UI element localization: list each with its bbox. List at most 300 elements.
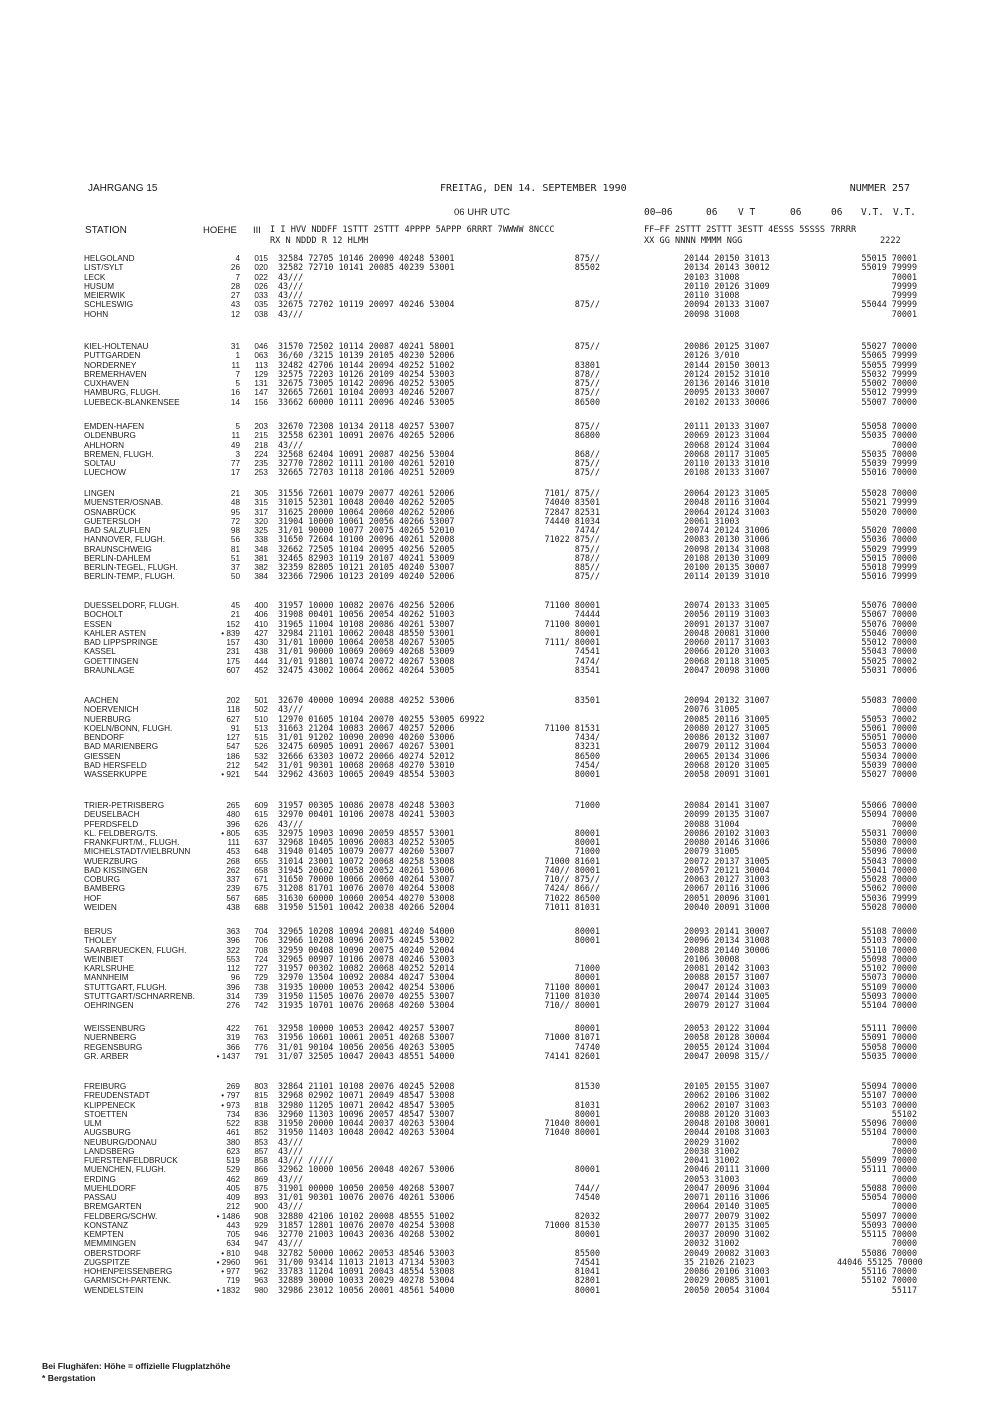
code-groups-right: 20062 20107 31003 bbox=[684, 1099, 770, 1110]
code-groups-right: 20080 20146 31006 bbox=[684, 837, 770, 847]
table-row bbox=[80, 1101, 920, 1110]
code-groups-right: 20040 20091 31000 bbox=[684, 901, 770, 912]
code-groups-far-right: 55015 70000 bbox=[861, 552, 917, 563]
code-groups-right: 20046 20111 31000 bbox=[684, 1164, 770, 1175]
code-groups: 31/01 10000 10064 20058 40267 53005 bbox=[278, 637, 455, 647]
code-groups: 32958 10000 10053 20042 40257 53007 bbox=[278, 1023, 455, 1033]
station-height: 21 bbox=[230, 489, 240, 498]
code-groups-right: 20049 20082 31003 bbox=[684, 1247, 770, 1258]
station-number: 542 bbox=[254, 760, 268, 770]
code-groups-far-right: 55021 79999 bbox=[861, 497, 917, 508]
table-row bbox=[80, 1147, 920, 1156]
code-groups-extra: 875// bbox=[574, 378, 600, 388]
code-groups: 32475 43002 10064 20062 40264 53005 bbox=[278, 664, 455, 675]
table-row bbox=[80, 1043, 920, 1052]
station-number: 381 bbox=[254, 553, 268, 563]
station-name: OBERSTDORF bbox=[84, 1248, 141, 1258]
code-groups-extra: 81041 bbox=[574, 1266, 600, 1276]
station-height: 719 bbox=[226, 1276, 240, 1286]
station-height: 443 bbox=[226, 1220, 240, 1230]
code-groups-right: 20110 20133 31010 bbox=[684, 458, 770, 468]
station-height: 43 bbox=[230, 300, 240, 310]
code-groups-extra: 744// bbox=[574, 1182, 600, 1193]
station-height: 734 bbox=[226, 1109, 240, 1119]
code-groups-right: 20047 20098 31000 bbox=[684, 664, 770, 675]
code-groups-right: 20060 20117 31003 bbox=[684, 637, 770, 647]
station-height: 202 bbox=[226, 696, 240, 705]
table-row bbox=[80, 388, 920, 397]
table-row bbox=[80, 1276, 920, 1285]
station-name: GUETERSLOH bbox=[84, 516, 141, 526]
table-row bbox=[80, 973, 920, 982]
station-name: HUSUM bbox=[84, 281, 115, 291]
code-groups: 12970 01605 10104 20070 40255 53005 69922 bbox=[278, 713, 485, 724]
issue-number: NUMMER 257 bbox=[849, 183, 910, 194]
station-height: 49 bbox=[230, 440, 240, 450]
code-groups-far-right: 55036 79999 bbox=[861, 892, 917, 903]
station-height: 322 bbox=[226, 945, 240, 955]
table-row bbox=[80, 866, 920, 875]
table-row bbox=[80, 770, 920, 779]
code-groups-far-right: 55108 70000 bbox=[861, 926, 917, 936]
code-groups-far-right: 44046 55125 70000 bbox=[837, 1256, 923, 1267]
code-groups-right: 20103 31008 bbox=[684, 271, 740, 282]
table-row bbox=[80, 752, 920, 761]
code-groups-right: 20098 31008 bbox=[684, 308, 740, 319]
station-name: LECK bbox=[84, 272, 106, 282]
station-name: BAD SALZUFLEN bbox=[84, 526, 151, 535]
station-number: 685 bbox=[254, 893, 268, 903]
table-row bbox=[80, 936, 920, 945]
station-name: ERDING bbox=[84, 1174, 116, 1184]
station-height: 14 bbox=[230, 397, 240, 407]
station-number: 818 bbox=[254, 1100, 268, 1110]
station-height: • 1437 bbox=[216, 1051, 240, 1061]
station-number: 317 bbox=[254, 507, 268, 517]
code-groups-right: 20077 20135 31005 bbox=[684, 1219, 770, 1230]
station-name: KARLSRUHE bbox=[84, 964, 135, 973]
code-groups-right: 20032 31002 bbox=[684, 1238, 740, 1249]
code-groups-right: 20061 31003 bbox=[684, 515, 740, 526]
code-groups-far-right: 70001 bbox=[891, 308, 917, 319]
code-groups: 32960 11303 10096 20057 48547 53007 bbox=[278, 1108, 455, 1119]
code-groups: 32482 42706 10144 20094 40252 51002 bbox=[278, 359, 455, 370]
col-vt-b: V.T. bbox=[861, 207, 884, 218]
code-groups-far-right: 55034 70000 bbox=[861, 750, 917, 761]
code-groups: 31956 10601 10061 20051 40268 53007 bbox=[278, 1032, 455, 1043]
station-name: GARMISCH-PARTENK. bbox=[84, 1276, 172, 1286]
code-groups-extra: 71040 80001 bbox=[544, 1118, 600, 1128]
table-row bbox=[80, 263, 920, 272]
station-height: 438 bbox=[226, 902, 240, 912]
code-groups-far-right: 55062 70000 bbox=[861, 883, 917, 894]
code-groups-extra: 71022 86500 bbox=[544, 892, 600, 903]
code-groups: 43/// bbox=[278, 1173, 304, 1184]
code-groups-far-right: 79999 bbox=[891, 280, 917, 291]
code-groups-far-right: 55058 70000 bbox=[861, 421, 917, 431]
code-groups-far-right: 55080 70000 bbox=[861, 837, 917, 847]
station-number: 637 bbox=[254, 838, 268, 847]
code-groups: 43/// bbox=[278, 280, 304, 291]
code-groups: 32582 72710 10141 20085 40239 53001 bbox=[278, 262, 455, 273]
code-groups-far-right: 55044 79999 bbox=[861, 299, 917, 310]
station-height: 409 bbox=[226, 1193, 240, 1202]
code-groups-extra: 710// 875// bbox=[544, 874, 600, 884]
code-groups-extra: 80001 bbox=[574, 837, 600, 847]
code-header-line1: I I HVV NDDFF 1STTT 2STTT 4PPPP 5APPP 6RRRT 7WWWW 8NCCC bbox=[270, 225, 555, 235]
code-groups: 32675 72702 10119 20097 40246 53004 bbox=[278, 299, 455, 310]
station-name: MANNHEIM bbox=[84, 973, 129, 983]
table-row bbox=[80, 647, 920, 656]
station-number: 815 bbox=[254, 1091, 268, 1101]
station-group bbox=[80, 489, 920, 582]
code-groups-extra: 71040 80001 bbox=[544, 1127, 600, 1138]
station-height: 175 bbox=[226, 656, 240, 666]
code-groups: 32558 62301 10091 20076 40265 52006 bbox=[278, 430, 455, 441]
code-groups-right: 20091 20137 31007 bbox=[684, 618, 770, 629]
code-groups-extra: 885// bbox=[574, 562, 600, 572]
station-number: 410 bbox=[254, 619, 268, 629]
table-row bbox=[80, 657, 920, 666]
station-number: 218 bbox=[254, 440, 268, 450]
code-groups-extra: 80001 bbox=[574, 1023, 600, 1033]
station-height: 231 bbox=[226, 647, 240, 657]
code-groups-far-right: 55053 70000 bbox=[861, 741, 917, 752]
table-row bbox=[80, 1230, 920, 1239]
table-row bbox=[80, 342, 920, 351]
code-groups-right: 20063 20127 31003 bbox=[684, 874, 770, 884]
station-height: 519 bbox=[226, 1156, 240, 1165]
station-number: 203 bbox=[254, 422, 268, 431]
station-name: PUTTGARDEN bbox=[84, 351, 141, 361]
code-groups-far-right: 55073 70000 bbox=[861, 972, 917, 983]
station-name: BREMERHAVEN bbox=[84, 369, 147, 379]
code-groups-far-right: 55083 70000 bbox=[861, 695, 917, 705]
station-number: 626 bbox=[254, 819, 268, 829]
code-groups-extra: 7101/ 875// bbox=[544, 488, 600, 498]
table-row bbox=[80, 903, 920, 912]
station-height: 422 bbox=[226, 1024, 240, 1033]
code-groups-right: 20136 20146 31010 bbox=[684, 378, 770, 388]
code-groups-right: 20037 20090 31002 bbox=[684, 1229, 770, 1239]
code-groups-extra: 72847 82531 bbox=[544, 506, 600, 517]
station-height: • 810 bbox=[221, 1248, 240, 1258]
code-groups-extra: 80001 bbox=[574, 935, 600, 946]
station-number: 444 bbox=[254, 656, 268, 666]
code-groups-extra: 71000 81601 bbox=[544, 855, 600, 866]
code-groups-far-right: 55031 70006 bbox=[861, 664, 917, 675]
station-name: BAD KISSINGEN bbox=[84, 865, 148, 875]
code-groups: 31957 00302 10082 20068 40252 52014 bbox=[278, 963, 455, 973]
col-06-c: 06 bbox=[831, 207, 843, 218]
station-height: 16 bbox=[230, 388, 240, 398]
code-groups-far-right: 70001 bbox=[891, 271, 917, 282]
code-groups-far-right: 55111 70000 bbox=[861, 1023, 917, 1033]
code-groups: 31/01 90301 10076 20076 40261 53006 bbox=[278, 1192, 455, 1202]
code-groups-far-right: 55097 70000 bbox=[861, 1210, 917, 1221]
station-name: BAD MARIENBERG bbox=[84, 742, 159, 752]
station-height: • 973 bbox=[221, 1100, 240, 1110]
station-name: BERLIN-TEMP., FLUGH. bbox=[84, 572, 175, 582]
station-number: 655 bbox=[254, 856, 268, 866]
station-height: 553 bbox=[226, 954, 240, 964]
code-groups: 32962 10000 10056 20048 40267 53006 bbox=[278, 1164, 455, 1175]
code-groups-extra: 80001 bbox=[574, 827, 600, 838]
station-name: WEISSENBURG bbox=[84, 1024, 146, 1033]
station-number: 900 bbox=[254, 1202, 268, 1212]
code-groups-far-right: 55027 70000 bbox=[861, 341, 917, 351]
station-number: 235 bbox=[254, 459, 268, 468]
station-number: 776 bbox=[254, 1042, 268, 1052]
code-groups: 32675 73005 10142 20096 40252 53005 bbox=[278, 378, 455, 388]
station-number: 131 bbox=[254, 379, 268, 388]
code-groups: 31625 20000 10064 20060 40262 52006 bbox=[278, 506, 455, 517]
code-groups-extra: 71100 81531 bbox=[544, 722, 600, 733]
station-name: BRAUNLAGE bbox=[84, 665, 135, 675]
station-number: 908 bbox=[254, 1211, 268, 1221]
table-row bbox=[80, 884, 920, 893]
code-groups-extra: 71000 bbox=[574, 846, 600, 857]
station-height: 262 bbox=[226, 865, 240, 875]
code-groups-right: 20106 30008 bbox=[684, 953, 740, 964]
station-name: CUXHAVEN bbox=[84, 379, 129, 388]
code-groups-extra: 80001 bbox=[574, 926, 600, 936]
table-row bbox=[80, 459, 920, 468]
station-number: 513 bbox=[254, 723, 268, 733]
table-row bbox=[80, 964, 920, 973]
station-group bbox=[80, 342, 920, 407]
station-number: 501 bbox=[254, 696, 268, 705]
table-row bbox=[80, 705, 920, 714]
code-groups-right: 20074 20133 31005 bbox=[684, 600, 770, 610]
code-groups-extra: 71000 81071 bbox=[544, 1032, 600, 1043]
station-height: 396 bbox=[226, 982, 240, 992]
code-groups-far-right: 55029 79999 bbox=[861, 543, 917, 554]
station-height: 152 bbox=[226, 619, 240, 629]
code-groups: 43/// bbox=[278, 308, 304, 319]
station-height: 623 bbox=[226, 1146, 240, 1156]
station-height: • 1832 bbox=[216, 1285, 240, 1295]
station-height: 462 bbox=[226, 1174, 240, 1184]
code-groups: 32984 21101 10062 20048 48550 53001 bbox=[278, 627, 455, 638]
table-row bbox=[80, 254, 920, 263]
station-name: KEMPTEN bbox=[84, 1230, 124, 1239]
station-number: 948 bbox=[254, 1248, 268, 1258]
table-row bbox=[80, 535, 920, 544]
code-groups-far-right: 55032 79999 bbox=[861, 368, 917, 379]
station-name: FREUDENSTADT bbox=[84, 1091, 150, 1101]
table-row bbox=[80, 801, 920, 810]
table-row bbox=[80, 563, 920, 572]
code-groups-extra: 83501 bbox=[574, 695, 600, 705]
code-groups: 32770 72802 10111 20100 40261 52010 bbox=[278, 458, 455, 468]
code-groups-far-right: 55098 70000 bbox=[861, 953, 917, 964]
station-height: 705 bbox=[226, 1230, 240, 1239]
col-06-a: 06 bbox=[706, 207, 718, 218]
code-groups-extra: 80001 bbox=[574, 1108, 600, 1119]
station-number: 961 bbox=[254, 1257, 268, 1267]
station-height: 627 bbox=[226, 714, 240, 724]
code-groups-right: 20048 20081 31000 bbox=[684, 627, 770, 638]
station-number: 962 bbox=[254, 1267, 268, 1276]
table-row bbox=[80, 545, 920, 554]
code-groups-far-right: 55076 70000 bbox=[861, 600, 917, 610]
code-groups-right: 20029 20085 31001 bbox=[684, 1275, 770, 1286]
code-groups-far-right: 55102 bbox=[891, 1108, 917, 1119]
code-groups-right: 20100 20135 30007 bbox=[684, 562, 770, 572]
station-name: LINGEN bbox=[84, 489, 115, 498]
code-groups-extra: 878// bbox=[574, 368, 600, 379]
station-name: HANNOVER, FLUGH. bbox=[84, 535, 165, 545]
station-number: 063 bbox=[254, 351, 268, 361]
station-height: 11 bbox=[231, 431, 240, 441]
code-groups: 31950 11403 10048 20042 40263 53004 bbox=[278, 1127, 455, 1138]
station-number: 046 bbox=[254, 342, 268, 351]
station-number: 763 bbox=[254, 1033, 268, 1043]
code-groups-far-right: 55043 70000 bbox=[861, 855, 917, 866]
code-groups: 31/01 90000 10077 20075 40265 52010 bbox=[278, 525, 455, 535]
code-groups: 31630 60000 10060 20054 40270 53008 bbox=[278, 892, 455, 903]
time-utc-label: 06 UHR UTC bbox=[454, 207, 510, 218]
table-row bbox=[80, 498, 920, 507]
code-groups: 32584 72705 10146 20090 40248 53001 bbox=[278, 253, 455, 263]
station-number: 526 bbox=[254, 742, 268, 752]
station-name: BREMEN, FLUGH. bbox=[84, 449, 154, 459]
station-name: HOHENPEISSENBERG bbox=[84, 1267, 173, 1276]
station-number: 852 bbox=[254, 1128, 268, 1138]
code-groups-extra: 82801 bbox=[574, 1275, 600, 1286]
code-groups-extra: 83801 bbox=[574, 359, 600, 370]
code-groups-right: 20093 20141 30007 bbox=[684, 926, 770, 936]
table-row bbox=[80, 1193, 920, 1202]
code-groups-right: 20108 20130 31009 bbox=[684, 552, 770, 563]
station-name: THOLEY bbox=[84, 936, 117, 946]
code-groups-extra: 875// bbox=[574, 387, 600, 398]
table-row bbox=[80, 610, 920, 619]
station-group bbox=[80, 1081, 923, 1295]
station-name: BOCHOLT bbox=[84, 610, 123, 620]
station-number: 035 bbox=[254, 300, 268, 310]
table-row bbox=[80, 1001, 920, 1010]
station-number: 325 bbox=[254, 526, 268, 535]
table-row bbox=[80, 1286, 920, 1295]
volume-label: JAHRGANG 15 bbox=[88, 183, 158, 194]
code-groups: 31904 10000 10061 20056 40266 53007 bbox=[278, 515, 455, 526]
station-height: 81 bbox=[230, 544, 240, 554]
table-row bbox=[80, 398, 920, 407]
code-groups-right: 20053 20122 31004 bbox=[684, 1023, 770, 1033]
station-name: DUESSELDORF, FLUGH. bbox=[84, 601, 180, 610]
code-groups-far-right: 55093 70000 bbox=[861, 1219, 917, 1230]
station-number: 510 bbox=[254, 714, 268, 724]
station-name: LUEBECK-BLANKENSEE bbox=[84, 397, 180, 407]
code-groups-far-right: 55067 70000 bbox=[861, 609, 917, 620]
code-groups: 32970 00401 10106 20078 40241 53003 bbox=[278, 809, 455, 820]
code-groups-right: 20074 20124 31006 bbox=[684, 525, 770, 535]
code-groups-extra: 86500 bbox=[574, 750, 600, 761]
station-name: DEUSELBACH bbox=[84, 810, 140, 820]
code-groups: 31/01 90104 10056 20056 40263 53005 bbox=[278, 1041, 455, 1052]
station-name: PASSAU bbox=[84, 1193, 117, 1202]
code-groups-extra: 74740 bbox=[574, 1041, 600, 1052]
station-height: 118 bbox=[226, 705, 240, 715]
code-groups-extra: 80001 bbox=[574, 1229, 600, 1239]
code-groups-right: 35 21026 21023 bbox=[684, 1256, 755, 1267]
station-name: ZUGSPITZE bbox=[84, 1257, 130, 1267]
station-number: 615 bbox=[254, 810, 268, 820]
table-row bbox=[80, 666, 920, 675]
station-height: 28 bbox=[230, 281, 240, 291]
code-groups-right: 20064 20140 31005 bbox=[684, 1201, 770, 1212]
station-name: SOLTAU bbox=[84, 459, 116, 468]
code-groups-right: 20102 20133 30006 bbox=[684, 396, 770, 407]
station-height: 396 bbox=[226, 819, 240, 829]
code-groups: 32966 10208 10096 20075 40245 53002 bbox=[278, 935, 455, 946]
station-name: KOELN/BONN, FLUGH. bbox=[84, 723, 173, 733]
code-groups-right: 20080 20127 31005 bbox=[684, 722, 770, 733]
station-number: 400 bbox=[254, 601, 268, 610]
station-name: BRAUNSCHWEIG bbox=[84, 544, 152, 554]
station-height: 157 bbox=[226, 638, 240, 647]
station-height: 1 bbox=[235, 351, 240, 361]
table-row bbox=[80, 431, 920, 440]
code-groups: 31570 72502 10114 20087 40241 58001 bbox=[278, 341, 455, 351]
station-number: 338 bbox=[254, 535, 268, 545]
code-groups-right: 20069 20123 31004 bbox=[684, 430, 770, 441]
table-row bbox=[80, 992, 920, 1001]
table-row bbox=[80, 620, 920, 629]
table-row bbox=[80, 1221, 920, 1230]
code-groups: 31908 00401 10056 20054 40262 51003 bbox=[278, 609, 455, 620]
code-groups-right: 20047 20096 31004 bbox=[684, 1182, 770, 1193]
station-name: BAD HERSFELD bbox=[84, 760, 147, 770]
code-groups-extra: 86500 bbox=[574, 396, 600, 407]
station-number: 515 bbox=[254, 733, 268, 742]
code-groups-right: 20144 20150 31013 bbox=[684, 253, 770, 263]
table-row bbox=[80, 517, 920, 526]
code-groups-extra: 71100 80001 bbox=[544, 618, 600, 629]
table-row bbox=[80, 361, 920, 370]
code-groups: 43/// bbox=[278, 439, 304, 450]
code-groups-right: 20058 20091 31001 bbox=[684, 769, 770, 779]
station-height: 522 bbox=[226, 1119, 240, 1128]
code-groups: 43/// bbox=[278, 290, 304, 300]
table-row bbox=[80, 629, 920, 638]
station-name: KLIPPENECK bbox=[84, 1100, 136, 1110]
code-groups: 31957 00305 10086 20078 40248 53003 bbox=[278, 800, 455, 810]
table-row bbox=[80, 894, 920, 903]
station-name: PFERDSFELD bbox=[84, 819, 139, 829]
code-groups-right: 20068 20117 31005 bbox=[684, 448, 770, 459]
code-groups-extra: 875// bbox=[574, 253, 600, 263]
code-groups-extra: 71022 875// bbox=[544, 534, 600, 545]
code-groups-far-right: 55116 70000 bbox=[861, 1266, 917, 1276]
station-number: 866 bbox=[254, 1165, 268, 1175]
code-groups-extra: 80001 bbox=[574, 627, 600, 638]
code-groups: 31935 10701 10076 20068 40260 53004 bbox=[278, 1000, 455, 1010]
station-height: 380 bbox=[226, 1137, 240, 1147]
station-name: TRIER-PETRISBERG bbox=[84, 801, 165, 810]
table-row bbox=[80, 724, 920, 733]
code-groups: 31901 00000 10050 20050 40268 53007 bbox=[278, 1182, 455, 1193]
iii-header: III bbox=[253, 225, 261, 236]
table-row bbox=[80, 1110, 920, 1119]
code-groups: 31/01 90301 10068 20068 40270 53010 bbox=[278, 759, 455, 770]
code-groups: 31/00 93414 11013 21013 47134 53003 bbox=[278, 1256, 455, 1267]
code-groups-right: 20041 31002 bbox=[684, 1155, 740, 1165]
station-name: MICHELSTADT/VIELBRUNN bbox=[84, 847, 191, 857]
code-groups-far-right: 55104 70000 bbox=[861, 1000, 917, 1010]
